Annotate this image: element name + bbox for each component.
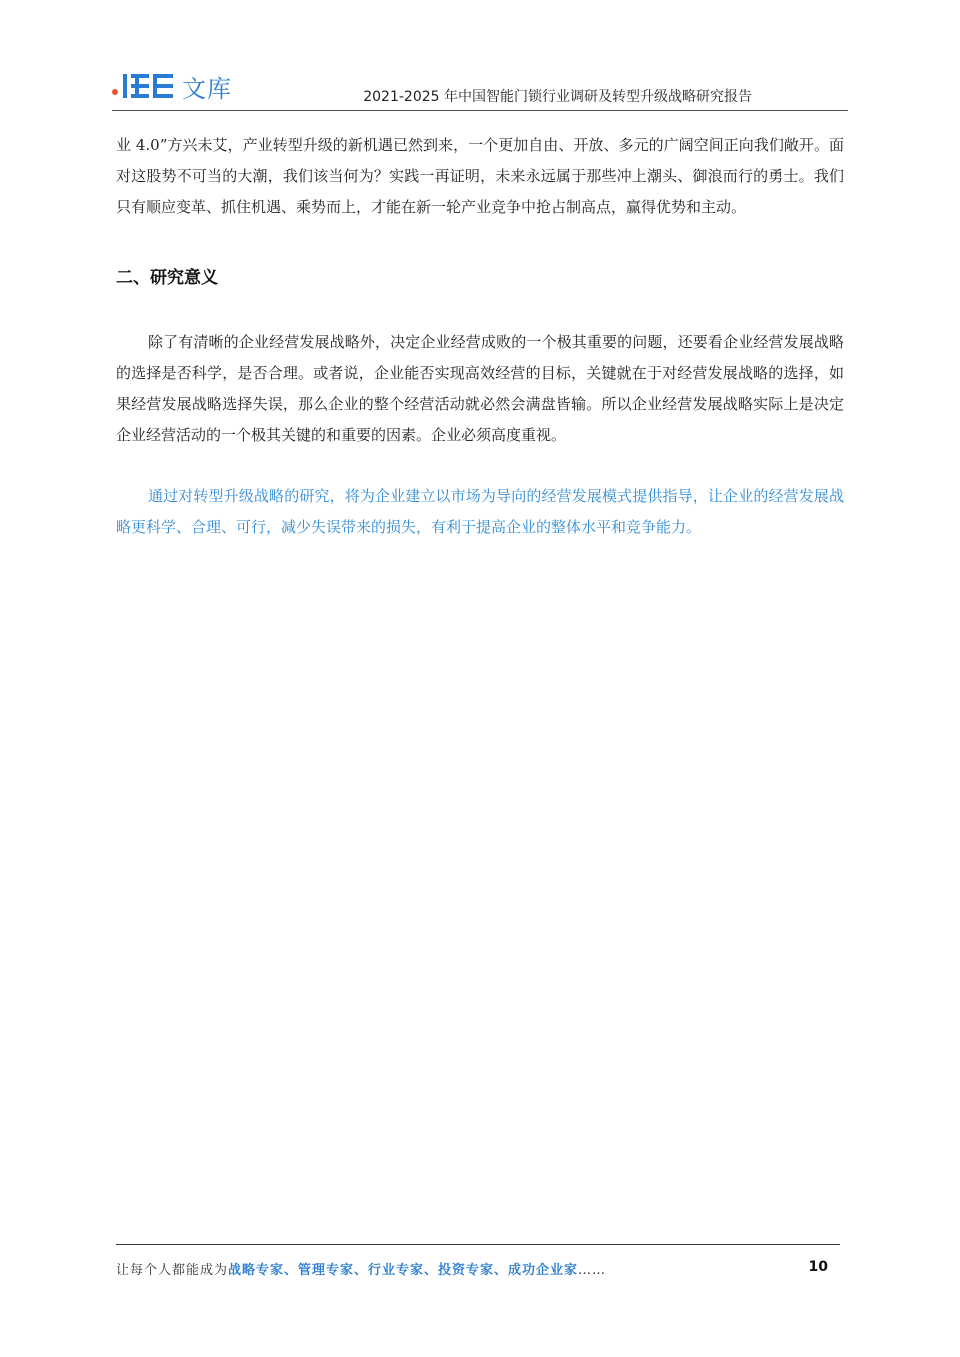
logo-text: 文库 <box>182 74 232 103</box>
main-content <box>116 130 844 543</box>
page-number: 10 <box>808 1259 828 1275</box>
slogan-prefix: 让每个人都能成为 <box>116 1263 229 1278</box>
body-paragraph-3-highlight: 通过对转型升级战略的研究，将为企业建立以市场为导向的经营发展模式提供指导，让企业的经营发展战略更科学、合理、可行，减少失误带来的损失，有利于提高企业的整体水平和竞争能力。 <box>116 487 844 536</box>
footer-slogan <box>116 1259 606 1278</box>
body-paragraph-2: 除了有清晰的企业经营发展战略外，决定企业经营成败的一个极其重要的问题，还要看企业经营发展战略的选择是否科学，是否合理。或者说，企业能否实现高效经营的目标，关键就在于对经营发展战略的选择，如果经营发展战略选择失误，那么企业的整个经营活动就必然会满盘皆输。所以企业经营发展战略实际上是决定企业经营活动的一个极其关键的和重要的因素。企业必须高度重视。 <box>116 333 844 444</box>
body-paragraph-1: 业 4.0”方兴未艾，产业转型升级的新机遇已然到来，一个更加自由、开放、多元的广阔空间正向我们敞开。面对这股势不可当的大潮，我们该当何为？实践一再证明，未来永远属于那些冲上潮头、御浪而行的勇士。我们只有顺应变革、抓住机遇、乘势而上，才能在新一轮产业竞争中抢占制高点，赢得优势和主动。 <box>116 136 844 216</box>
wenku-logo-icon <box>122 73 176 99</box>
section-heading: 二、研究意义 <box>116 268 218 288</box>
slogan-highlight: 战略专家、管理专家、行业专家、投资专家、成功企业家 <box>228 1263 579 1278</box>
report-title: 2021-2025 年中国智能门锁行业调研及转型升级战略研究报告 <box>363 89 752 105</box>
page-footer <box>116 1244 840 1285</box>
logo-dot-icon <box>112 89 118 95</box>
site-logo[interactable] <box>112 70 232 102</box>
page-header <box>112 62 848 111</box>
slogan-suffix: …… <box>578 1263 607 1278</box>
